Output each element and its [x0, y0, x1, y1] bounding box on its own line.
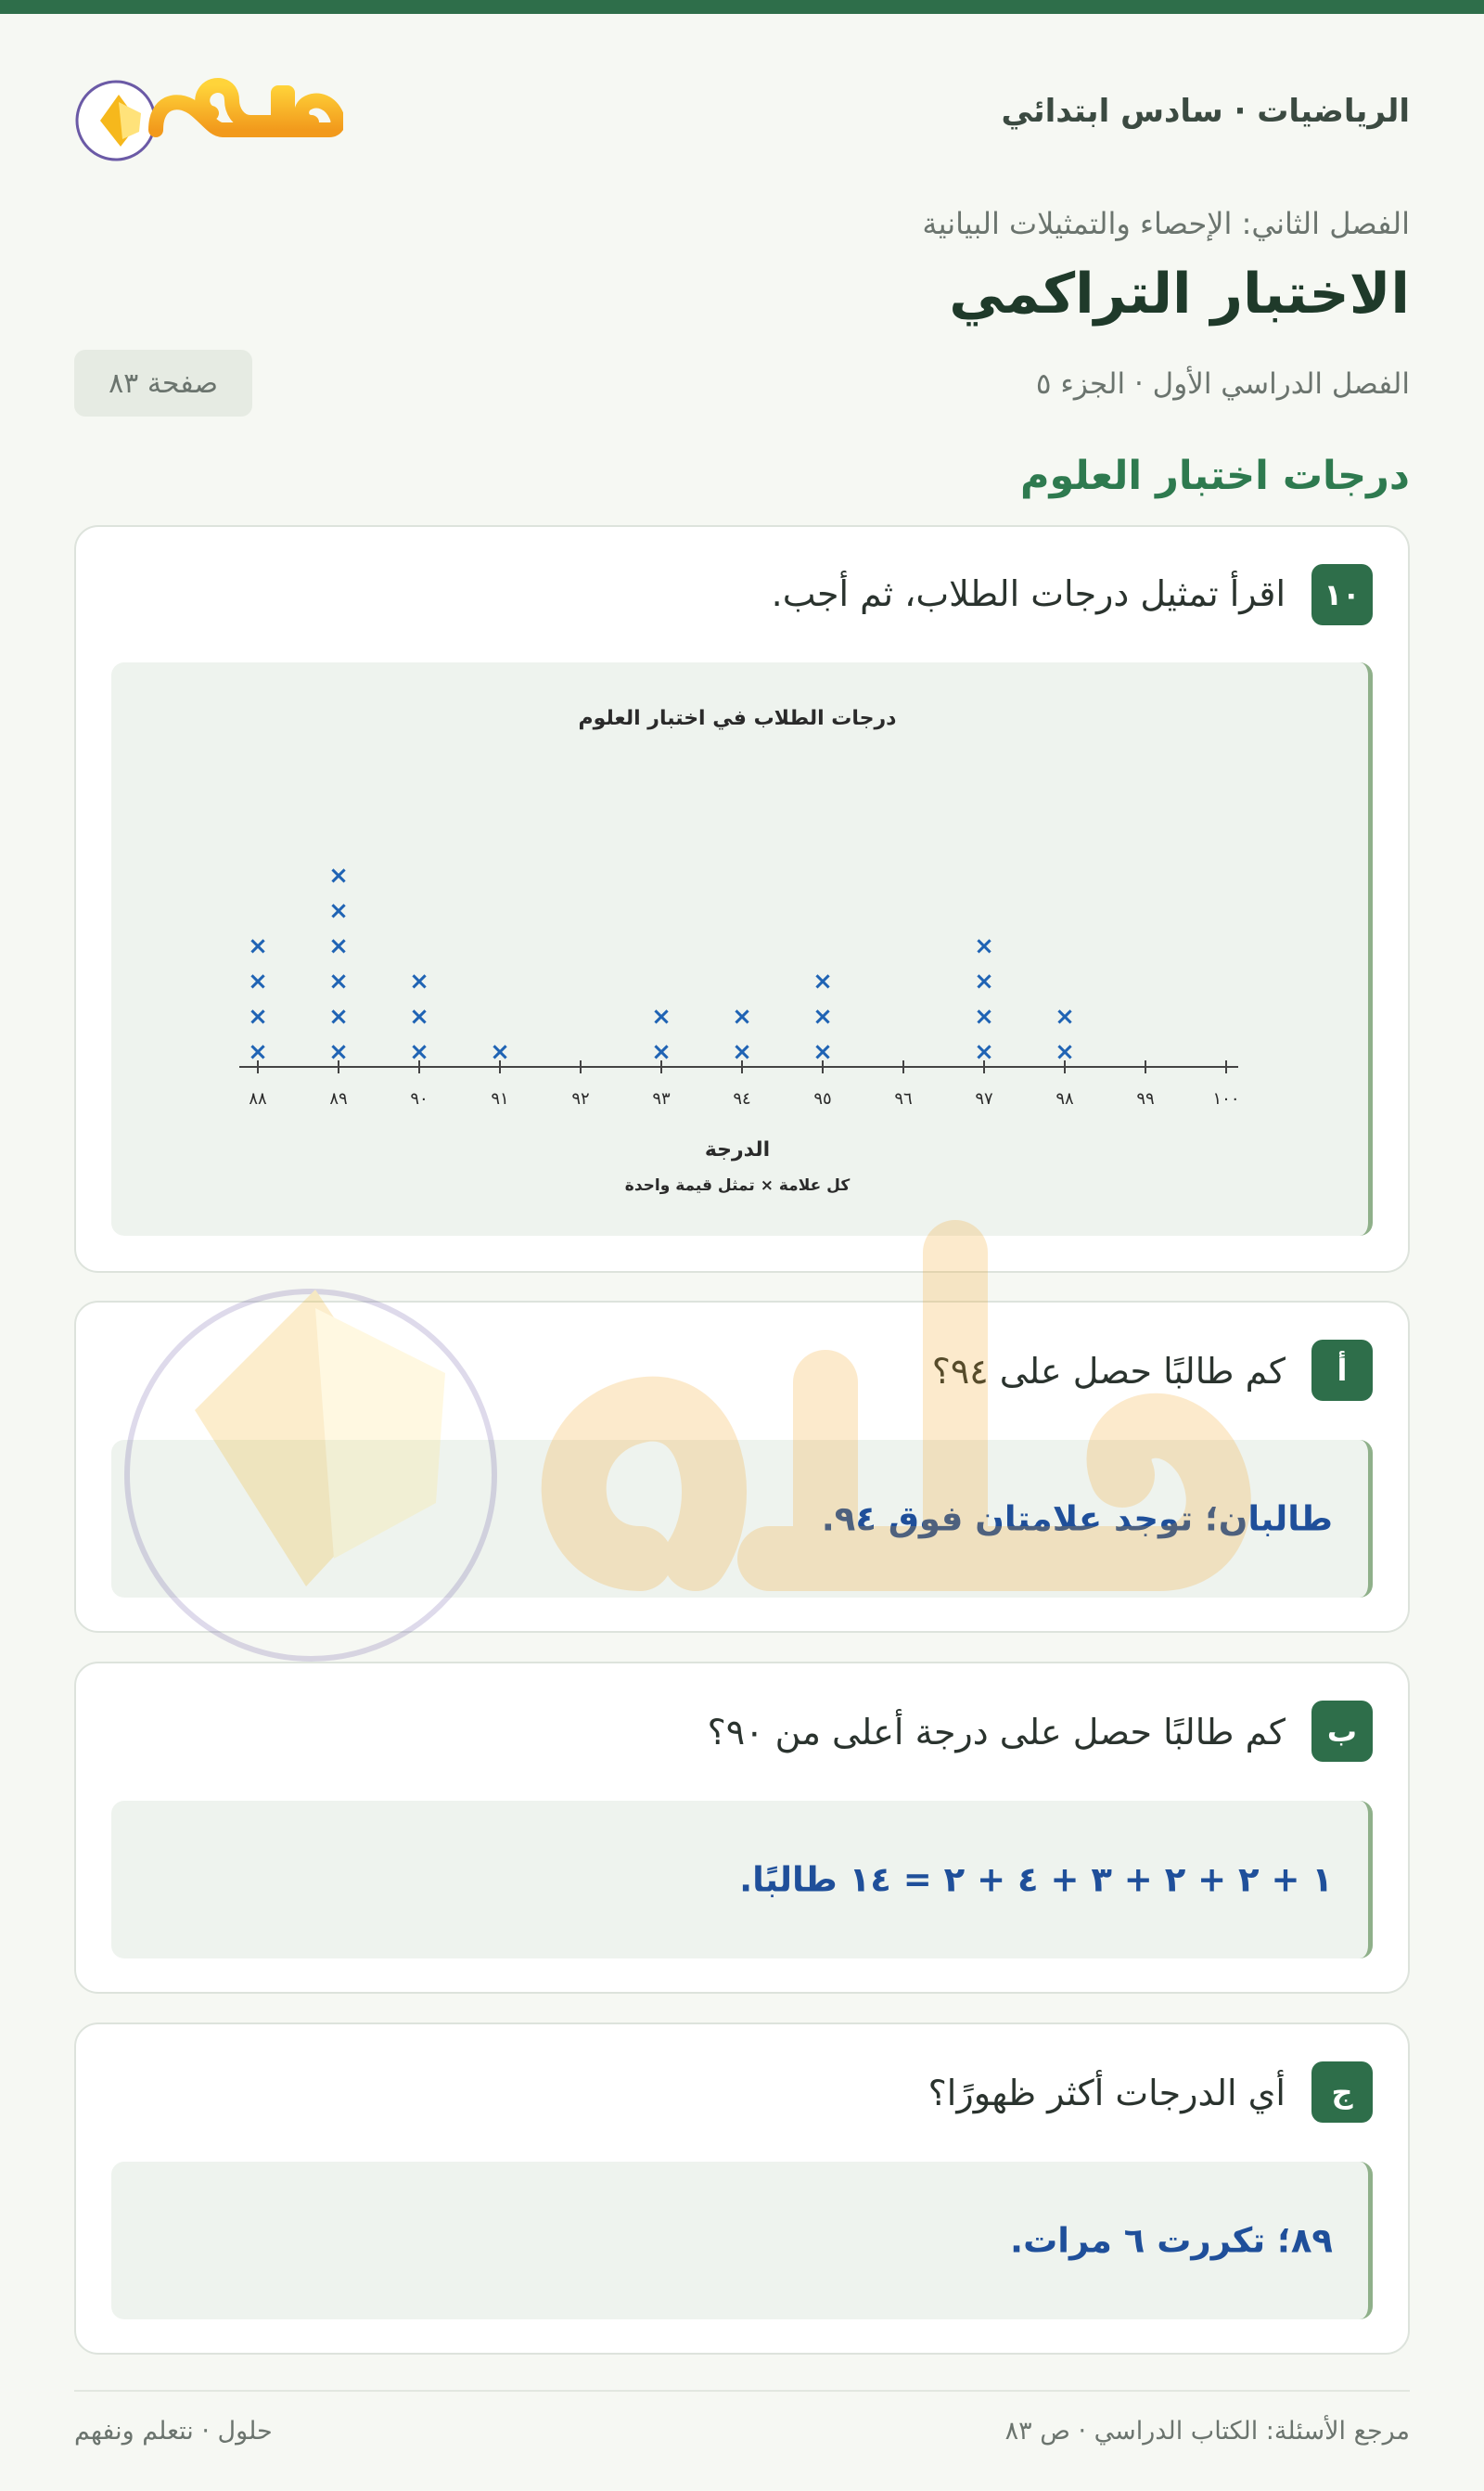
- logo-text: حلول: [220, 158, 223, 159]
- plot-mark: ×: [651, 1003, 672, 1031]
- plot-mark: ×: [732, 1003, 752, 1031]
- plot-mark: ×: [248, 1003, 268, 1031]
- x-tick-label: ٩٧: [975, 1089, 993, 1109]
- plot-mark: ×: [974, 1038, 994, 1066]
- page-title: الاختبار التراكمي: [949, 262, 1410, 327]
- plot-mark: ×: [248, 932, 268, 960]
- plot-mark: ×: [490, 1038, 510, 1066]
- footer-tagline: حلول · نتعلم ونفهم: [74, 2417, 273, 2446]
- answer-text: ١ + ٢ + ٢ + ٣ + ٤ + ٢ = ١٤ طالبًا.: [739, 1859, 1333, 1900]
- footer-reference: مرجع الأسئلة: الكتاب الدراسي · ص ٨٣: [1004, 2417, 1410, 2446]
- x-tick-label: ٩٦: [894, 1089, 913, 1109]
- plot-mark: ×: [974, 968, 994, 995]
- x-axis-label: الدرجة: [704, 1138, 771, 1162]
- plot-mark: ×: [812, 1038, 833, 1066]
- x-tick-label: ١٠٠: [1212, 1089, 1240, 1109]
- hulul-logo[interactable]: [74, 65, 343, 167]
- plot-mark: ×: [409, 1003, 429, 1031]
- x-tick-label: ٨٨: [249, 1089, 267, 1109]
- plot-mark: ×: [409, 968, 429, 995]
- question-card-b: [74, 1662, 1410, 1994]
- plot-mark: ×: [1055, 1003, 1075, 1031]
- question-number: ج: [1311, 2061, 1373, 2123]
- chart-title: درجات الطلاب في اختبار العلوم: [578, 707, 897, 730]
- plot-mark: ×: [409, 1038, 429, 1066]
- plot-mark: ×: [812, 968, 833, 995]
- question-card-main: [74, 525, 1410, 1273]
- x-tick-label: ٩٩: [1136, 1089, 1155, 1109]
- x-tick-labels: [249, 1089, 1239, 1109]
- top-accent-bar: [0, 0, 1484, 14]
- question-text: كم طالبًا حصل على درجة أعلى من ٩٠؟: [707, 1712, 1286, 1753]
- plot-mark: ×: [328, 932, 349, 960]
- plot-mark: ×: [248, 968, 268, 995]
- answer-text: ٨٩؛ تكررت ٦ مرات.: [1010, 2220, 1333, 2261]
- plot-mark: ×: [328, 862, 349, 890]
- plot-mark: ×: [732, 1038, 752, 1066]
- plot-mark: ×: [328, 968, 349, 995]
- x-tick-label: ٩١: [491, 1089, 509, 1109]
- answer-text: طالبان؛ توجد علامتان فوق ٩٤.: [821, 1498, 1333, 1539]
- question-number: أ: [1311, 1340, 1373, 1401]
- plot-mark: ×: [248, 1038, 268, 1066]
- question-number: ب: [1311, 1701, 1373, 1762]
- semester-label: الفصل الدراسي الأول · الجزء ٥: [1035, 367, 1410, 401]
- plot-mark: ×: [974, 1003, 994, 1031]
- plot-mark: ×: [328, 1003, 349, 1031]
- plot-mark: ×: [1055, 1038, 1075, 1066]
- line-plot-chart: [111, 662, 1335, 1236]
- question-text: كم طالبًا حصل على ٩٤؟: [931, 1351, 1286, 1392]
- plot-mark: ×: [328, 1038, 349, 1066]
- plot-mark: ×: [328, 897, 349, 925]
- question-number: ١٠: [1311, 564, 1373, 625]
- x-tick-label: ٨٩: [329, 1089, 348, 1109]
- answer-box: [111, 2162, 1373, 2319]
- question-text: أي الدرجات أكثر ظهورًا؟: [928, 2073, 1286, 2113]
- footer-divider: [74, 2390, 1410, 2392]
- x-tick-label: ٩٨: [1055, 1089, 1074, 1109]
- x-tick-label: ٩٤: [733, 1089, 751, 1109]
- question-card-a: [74, 1301, 1410, 1633]
- chart-panel: [111, 662, 1373, 1236]
- page-badge: صفحة ٨٣: [74, 350, 252, 417]
- answer-box: [111, 1801, 1373, 1958]
- x-tick-label: ٩٥: [813, 1089, 832, 1109]
- section-title: درجات اختبار العلوم: [1019, 453, 1410, 499]
- answer-box: [111, 1440, 1373, 1598]
- subject-label: الرياضيات · سادس ابتدائي: [1001, 93, 1410, 130]
- chart-note: كل علامة × تمثل قيمة واحدة: [624, 1176, 851, 1195]
- x-tick-label: ٩٠: [410, 1089, 429, 1109]
- plot-mark: ×: [651, 1038, 672, 1066]
- plot-mark: ×: [974, 932, 994, 960]
- chapter-label: الفصل الثاني: الإحصاء والتمثيلات البيانية: [922, 206, 1410, 241]
- page-header: [74, 65, 1410, 167]
- plot-marks: [248, 862, 1075, 1066]
- question-text: اقرأ تمثيل درجات الطلاب، ثم أجب.: [771, 573, 1286, 614]
- x-tick-label: ٩٣: [652, 1089, 671, 1109]
- question-card-c: [74, 2022, 1410, 2355]
- x-tick-label: ٩٢: [571, 1089, 590, 1109]
- plot-mark: ×: [812, 1003, 833, 1031]
